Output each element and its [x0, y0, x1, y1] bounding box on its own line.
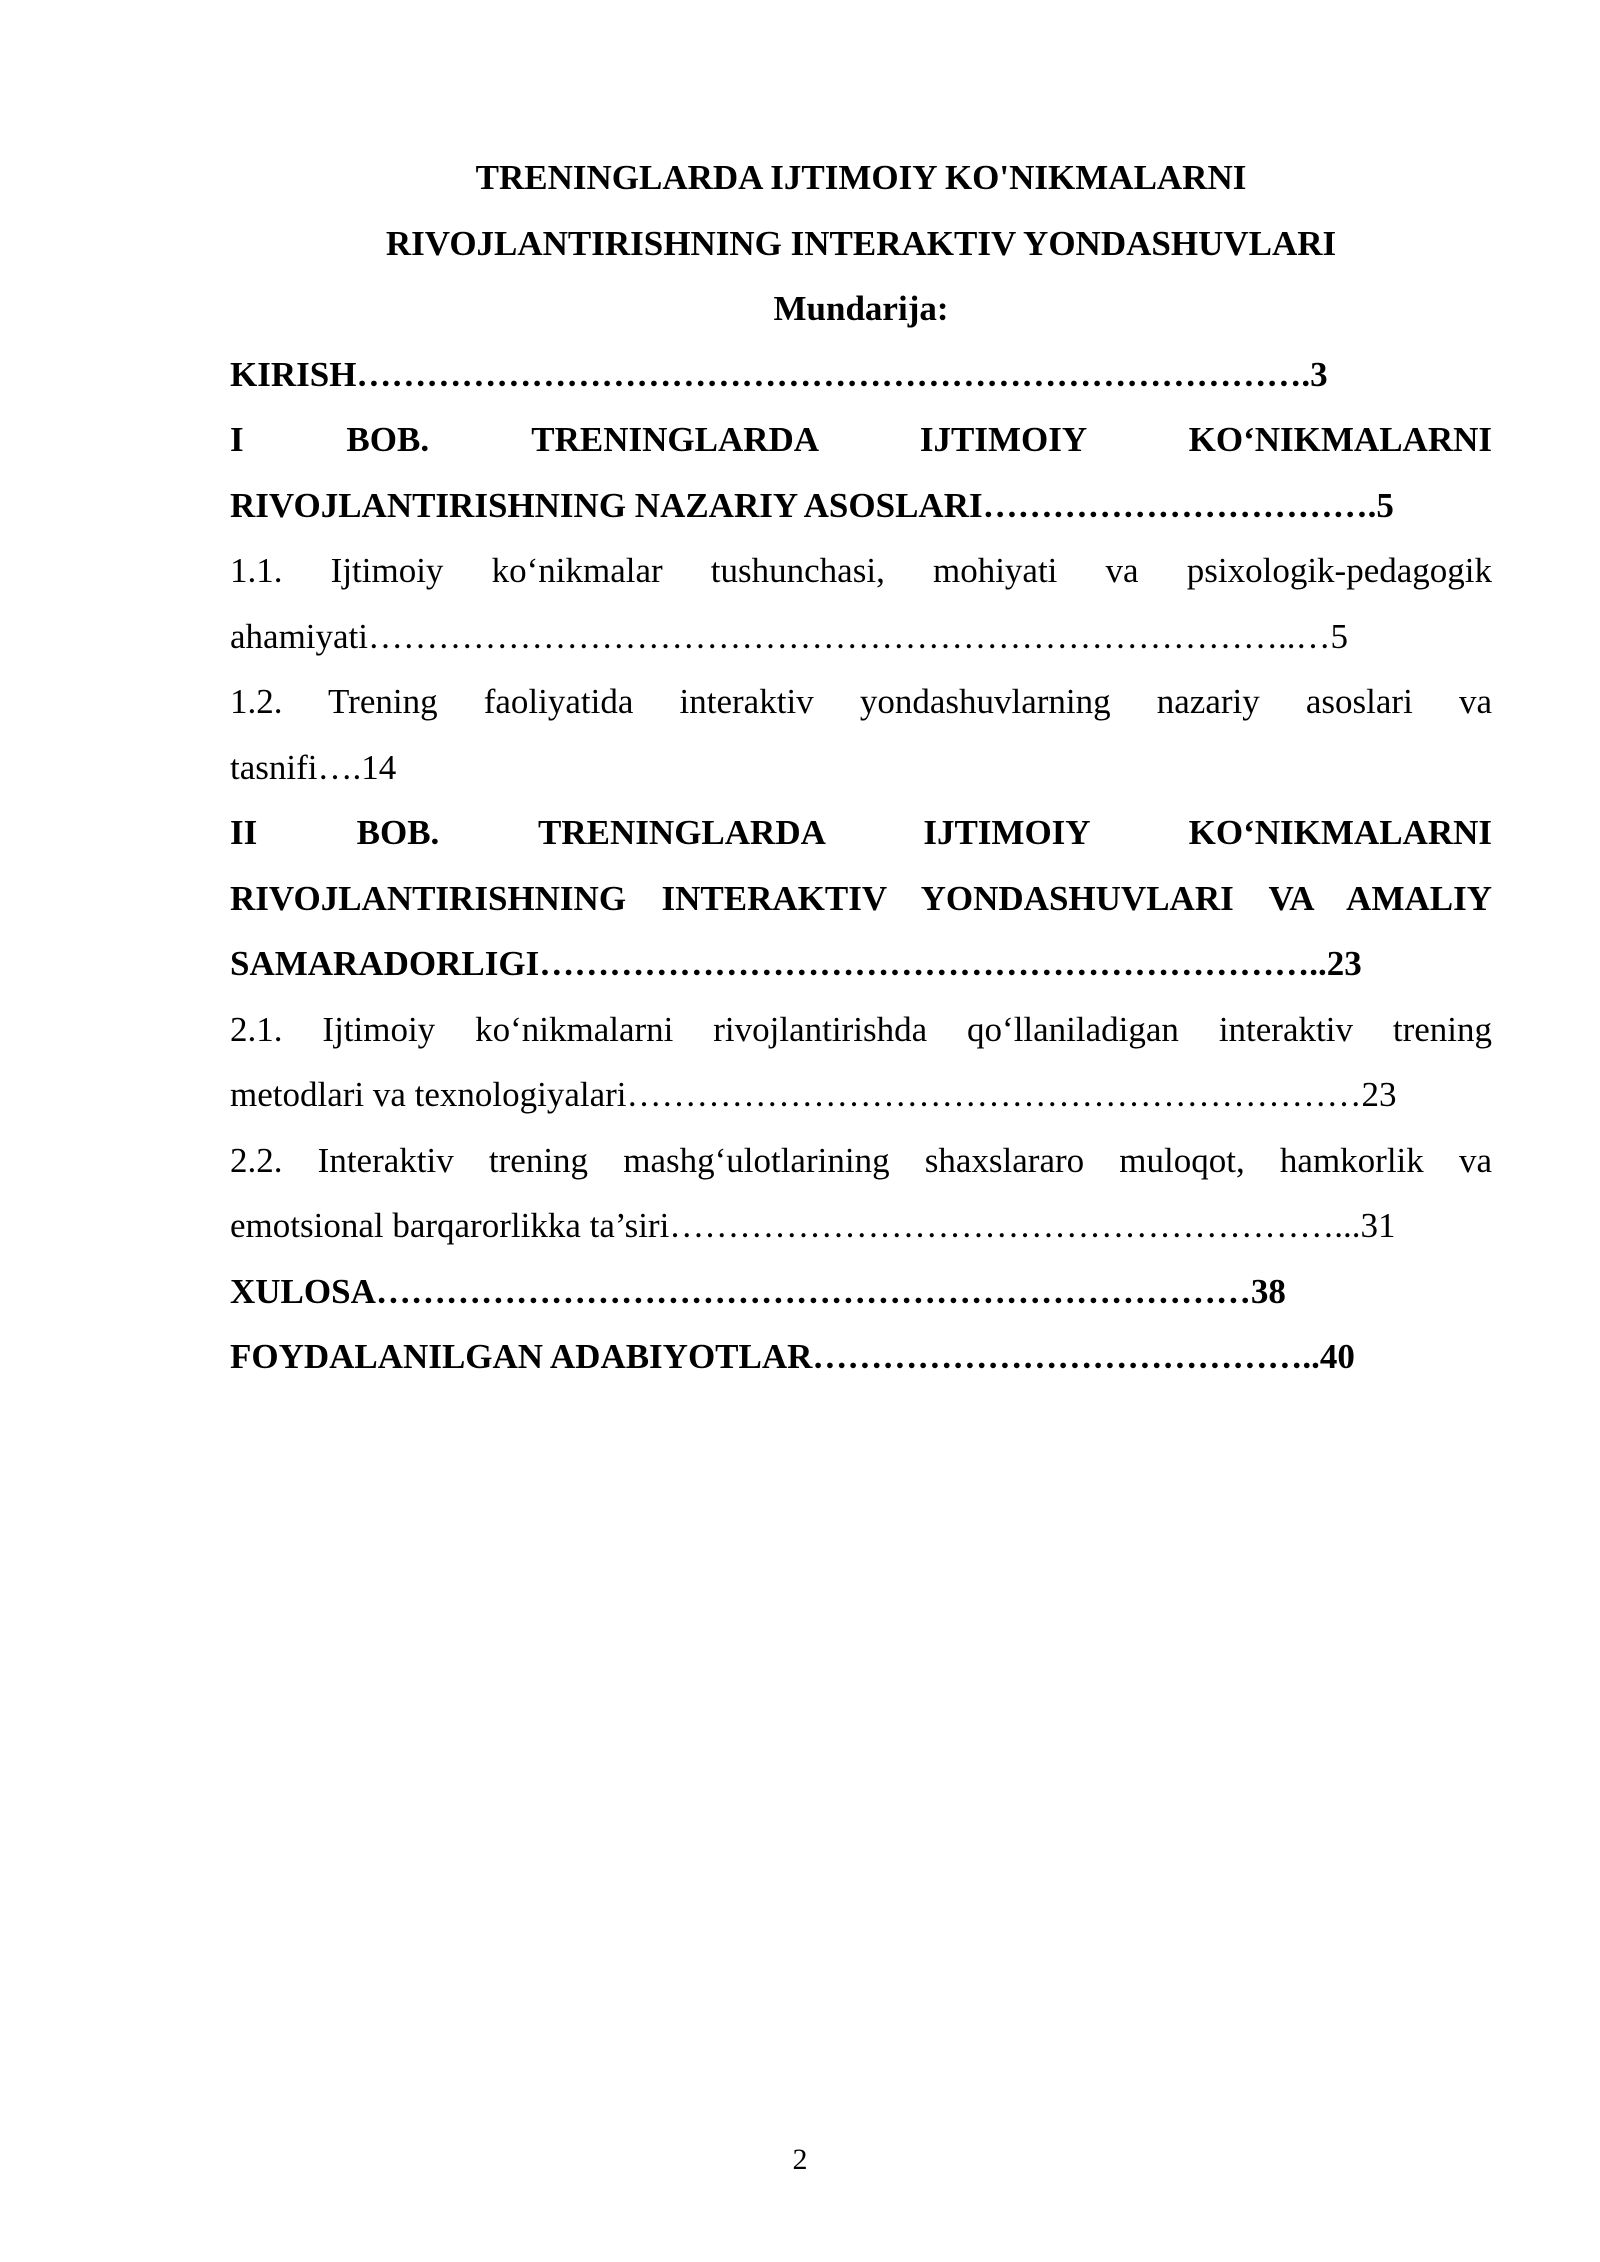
toc-entry-conclusion: XULOSA…………………………………………………………………38	[230, 1271, 1286, 1311]
toc-entry-section-1-2-line-2: tasnifi….14	[230, 747, 397, 787]
document-title-line-1: TRENINGLARDA IJTIMOIY KO'NIKMALARNI	[475, 158, 1247, 197]
toc-entry-section-1-1-line-2: ahamiyati……………………………………………………………………..…5	[230, 616, 1349, 656]
document-title-line-2: RIVOJLANTIRISHNING INTERAKTIV YONDASHUVLARI	[385, 223, 1337, 263]
page-number: 2	[792, 2143, 808, 2176]
table-of-contents	[230, 342, 1492, 1390]
toc-entry-section-2-1-line-2: metodlari va texnologiyalari………………………………………………………23	[230, 1075, 1397, 1114]
document-page	[230, 145, 1492, 1390]
contents-heading: Mundarija:	[773, 289, 949, 328]
toc-entry-chapter-1-line-1: I BOB. TRENINGLARDA IJTIMOIY KO‘NIKMALARNI	[230, 420, 1492, 459]
toc-entry-chapter-2-line-2: RIVOJLANTIRISHNING INTERAKTIV YONDASHUVLARI VA AMALIY	[230, 878, 1492, 918]
toc-entry-chapter-2-line-1: II BOB. TRENINGLARDA IJTIMOIY KO‘NIKMALARNI	[230, 813, 1492, 852]
toc-entry-section-2-2-line-2: emotsional barqarorlikka ta’siri…………………………………………………...31	[230, 1206, 1396, 1245]
toc-entry-section-2-2-line-1: 2.2. Interaktiv trening mashg‘ulotlarining shaxslararo muloqot, hamkorlik va	[230, 1140, 1492, 1180]
toc-entry-intro: KIRISH……………………………………………………………………….3	[230, 354, 1328, 394]
toc-entry-section-1-1-line-1: 1.1. Ijtimoiy ko‘nikmalar tushunchasi, mohiyati va psixologik-pedagogik	[230, 551, 1492, 590]
toc-entry-chapter-2-line-3: SAMARADORLIGI…………………………………………………………..23	[230, 944, 1362, 983]
toc-entry-chapter-1-line-2: RIVOJLANTIRISHNING NAZARIY ASOSLARI…………………………….5	[230, 485, 1394, 525]
toc-entry-section-2-1-line-1: 2.1. Ijtimoiy ko‘nikmalarni rivojlantirishda qo‘llaniladigan interaktiv trening	[230, 1009, 1492, 1049]
toc-entry-section-1-2-line-1: 1.2. Trening faoliyatida interaktiv yondashuvlarning nazariy asoslari va	[230, 682, 1492, 721]
toc-entry-references: FOYDALANILGAN ADABIYOTLAR……………………………………..40	[230, 1337, 1355, 1376]
